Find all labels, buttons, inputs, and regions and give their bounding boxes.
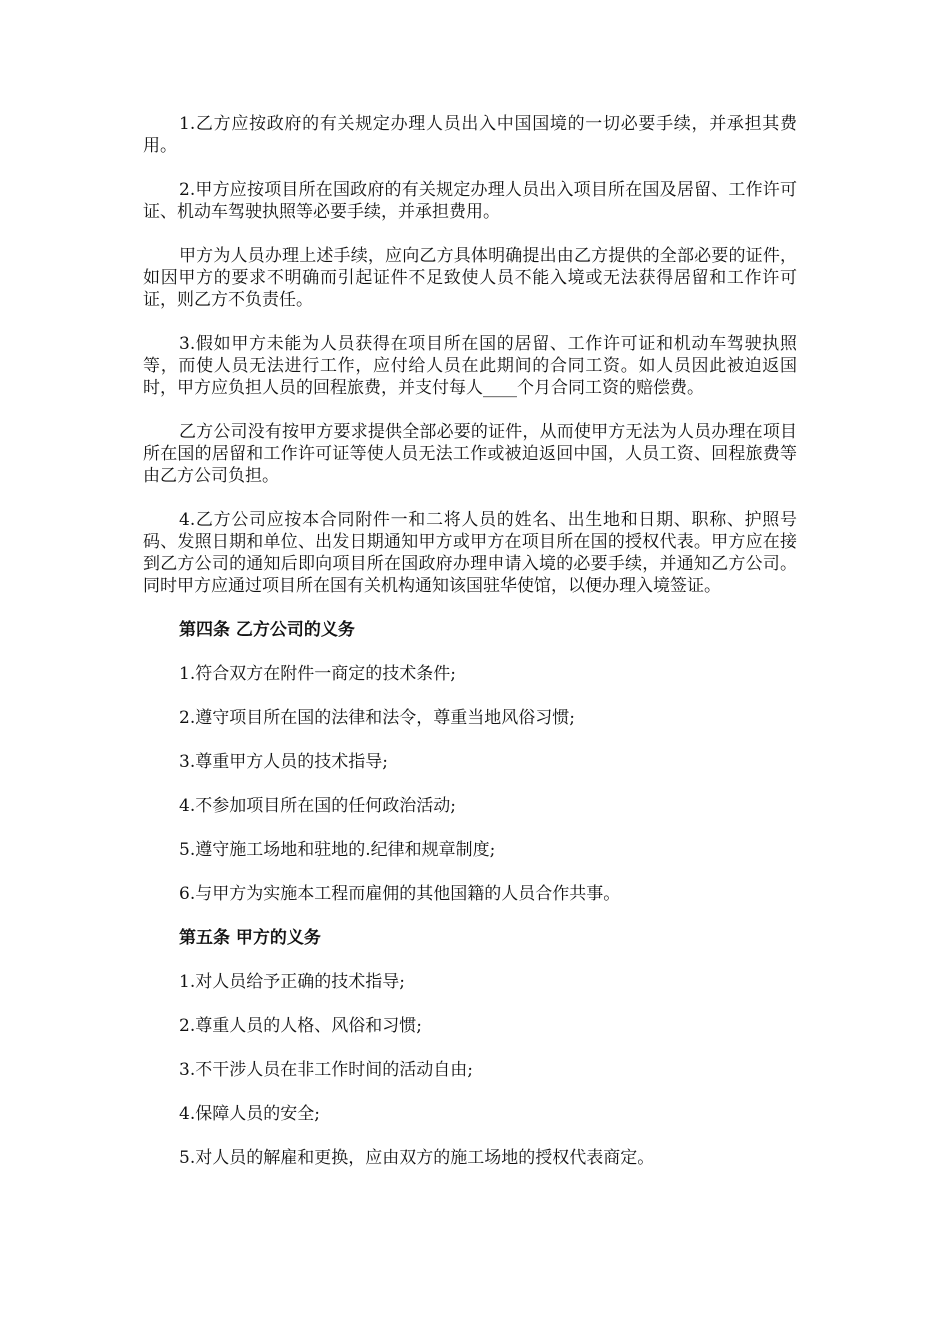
article-4-item: 3.尊重甲方人员的技术指导; bbox=[179, 752, 388, 772]
article-5-heading: 第五条 甲方的义务 bbox=[179, 928, 321, 948]
article-4-item: 6.与甲方为实施本工程而雇佣的其他国籍的人员合作共事。 bbox=[179, 884, 621, 904]
paragraph-4: 3.假如甲方未能为人员获得在项目所在国的居留、工作许可证和机动车驾驶执照等，而使人员无法进行工作，应付给人员在此期间的合同工资。如人员因此被迫返国时，甲方应负担人员的回程旅费，并支付每人____个月合同工资的赔偿费。 bbox=[143, 334, 797, 398]
paragraph-3: 甲方为人员办理上述手续，应向乙方具体明确提出由乙方提供的全部必要的证件，如因甲方的要求不明确而引起证件不足致使人员不能入境或无法获得居留和工作许可证，则乙方不负责任。 bbox=[143, 246, 797, 310]
article-5-item: 3.不干涉人员在非工作时间的活动自由; bbox=[179, 1060, 473, 1080]
paragraph-6: 4.乙方公司应按本合同附件一和二将人员的姓名、出生地和日期、职称、护照号码、发照日期和单位、出发日期通知甲方或甲方在项目所在国的授权代表。甲方应在接到乙方公司的通知后即向项目所在国政府办理申请入境的必要手续，并通知乙方公司。同时甲方应通过项目所在国有关机构通知该国驻华使馆，以便办理入境签证。 bbox=[143, 510, 797, 596]
article-5-item: 5.对人员的解雇和更换，应由双方的施工场地的授权代表商定。 bbox=[179, 1148, 655, 1168]
article-5-item: 2.尊重人员的人格、风俗和习惯; bbox=[179, 1016, 422, 1036]
article-4-item: 4.不参加项目所在国的任何政治活动; bbox=[179, 796, 456, 816]
article-4-heading: 第四条 乙方公司的义务 bbox=[179, 620, 355, 640]
article-5-item: 1.对人员给予正确的技术指导; bbox=[179, 972, 405, 992]
document-body bbox=[143, 113, 797, 1191]
paragraph-5: 乙方公司没有按甲方要求提供全部必要的证件，从而使甲方无法为人员办理在项目所在国的居留和工作许可证等使人员无法工作或被迫返回中国，人员工资、回程旅费等由乙方公司负担。 bbox=[143, 422, 797, 486]
paragraph-2: 2.甲方应按项目所在国政府的有关规定办理人员出入项目所在国及居留、工作许可证、机动车驾驶执照等必要手续，并承担费用。 bbox=[143, 180, 797, 222]
article-4-item: 5.遵守施工场地和驻地的.纪律和规章制度; bbox=[179, 840, 496, 860]
article-5-item: 4.保障人员的安全; bbox=[179, 1104, 320, 1124]
paragraph-1: 1.乙方应按政府的有关规定办理人员出入中国国境的一切必要手续，并承担其费用。 bbox=[143, 114, 797, 156]
article-4-item: 2.遵守项目所在国的法律和法令，尊重当地风俗习惯; bbox=[179, 708, 575, 728]
article-4-item: 1.符合双方在附件一商定的技术条件; bbox=[179, 664, 456, 684]
